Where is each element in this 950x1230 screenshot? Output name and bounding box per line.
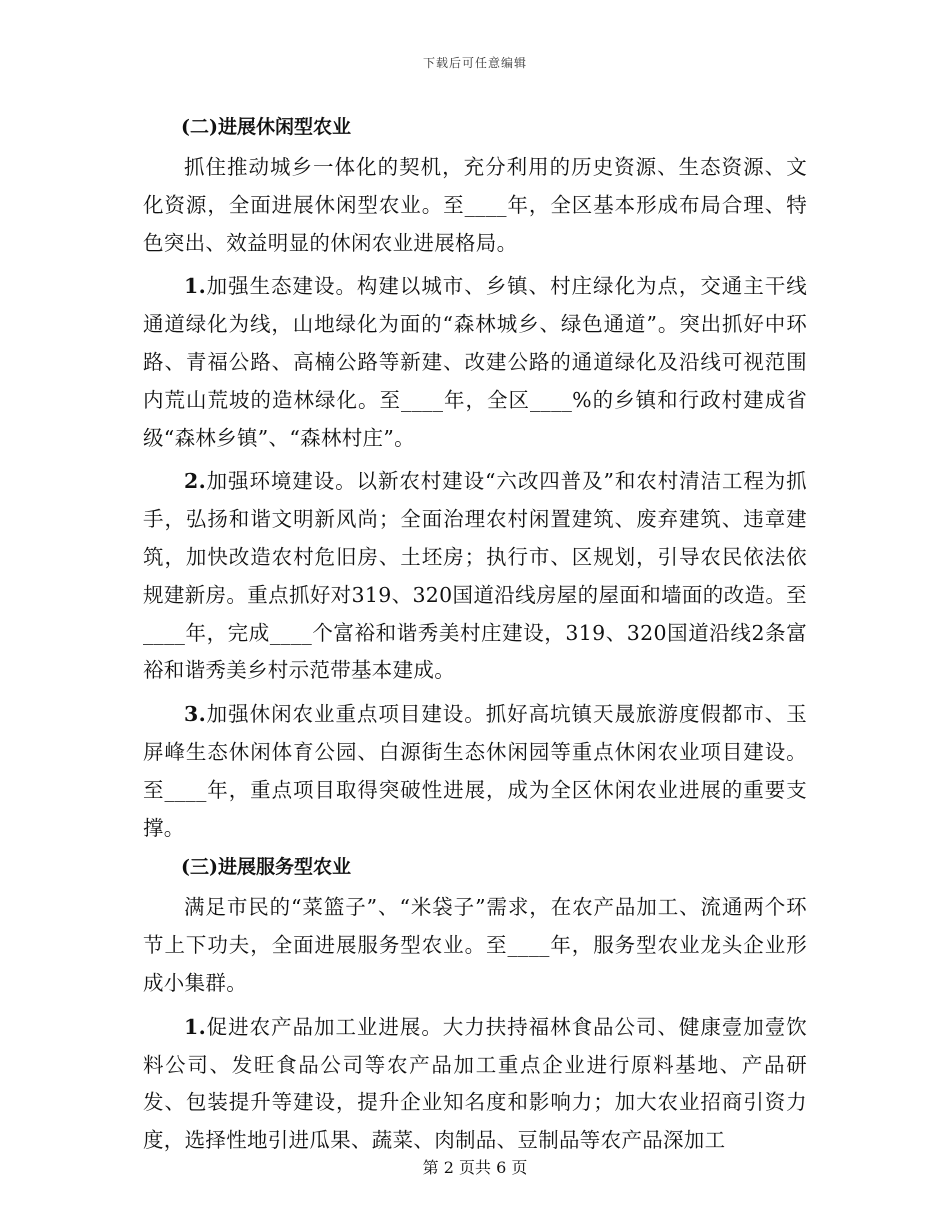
item-number: 1. (184, 274, 207, 299)
paragraph (143, 696, 807, 847)
header-note: 下载后可任意编辑 (422, 56, 527, 70)
paragraph (143, 149, 807, 262)
paragraph-text: 促进农产品加工业进展。大力扶持福林食品公司、健康壹加壹饮料公司、发旺食品公司等农产品加工重点企业进行原料基地、产品研发、包装提升等建设，提升企业知名度和影响力；加大农业招商引资力度，选择性地引进瓜果、蔬菜、肉制品、豆制品等农产品深加工 (143, 1014, 807, 1153)
paragraph-text: 加强生态建设。构建以城市、乡镇、村庄绿化为点，交通主干线通道绿化为线，山地绿化为面的“森林城乡、绿色通道”。突出抓好中环路、青福公路、高楠公路等新建、改建公路的通道绿化及沿线可视范围内荒山荒坡的造林绿化。至____年，全区____%的乡镇和行政村建成省级“森林乡镇”、“森林村庄”。 (143, 274, 807, 450)
paragraph (143, 268, 807, 457)
page-footer: 第 2 页共 6 页 (422, 1158, 528, 1177)
document-body (143, 113, 807, 1166)
section-heading: (二)进展休闲型农业 (181, 116, 351, 138)
section-heading: (三)进展服务型农业 (181, 856, 351, 879)
paragraph (143, 1009, 807, 1160)
paragraph (143, 889, 807, 1002)
item-number: 1. (184, 1014, 207, 1039)
paragraph-text: 加强环境建设。以新农村建设“六改四普及”和农村清洁工程为抓手，弘扬和谐文明新风尚；全面治理农村闲置建筑、废弃建筑、违章建筑，加快改造农村危旧房、土坯房；执行市、区规划，引导农民依法依规建新房。重点抓好对319、320国道沿线房屋的屋面和墙面的改造。至____年，完成____个富裕和谐秀美村庄建设，319、320国道沿线2条富裕和谐秀美乡村示范带基本建成。 (143, 469, 807, 683)
paragraph-text: 抓住推动城乡一体化的契机，充分利用的历史资源、生态资源、文化资源，全面进展休闲型农业。至____年，全区基本形成布局合理、特色突出、效益明显的休闲农业进展格局。 (143, 155, 807, 255)
item-number: 3. (184, 702, 207, 727)
paragraph-text: 满足市民的“菜篮子”、“米袋子”需求，在农产品加工、流通两个环节上下功夫，全面进展服务型农业。至____年，服务型农业龙头企业形成小集群。 (143, 895, 807, 995)
paragraph-text: 加强休闲农业重点项目建设。抓好高坑镇天晟旅游度假都市、玉屏峰生态休闲体育公园、白源街生态休闲园等重点休闲农业项目建设。至____年，重点项目取得突破性进展，成为全区休闲农业进展的重要支撑。 (143, 702, 807, 840)
item-number: 2. (184, 469, 207, 494)
paragraph (143, 463, 807, 690)
